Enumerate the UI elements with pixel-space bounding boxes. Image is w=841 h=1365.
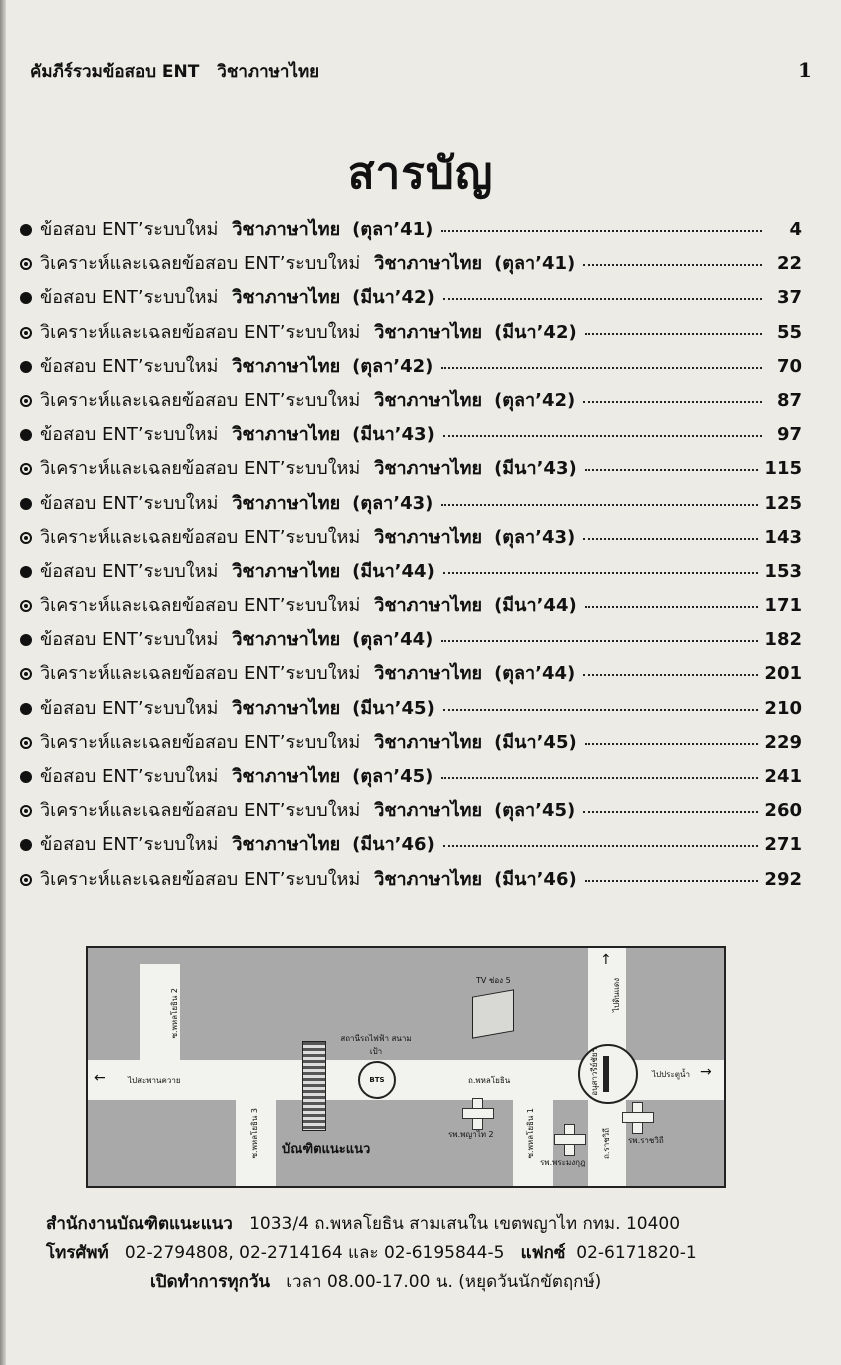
toc-entry-date: (มีนา’46) <box>352 834 435 856</box>
toc-entry-text: ข้อสอบ ENT’ระบบใหม่ <box>40 697 219 719</box>
toc-entry-text: ข้อสอบ ENT’ระบบใหม่ <box>40 560 219 582</box>
phone-label: โทรศัพท์ <box>46 1243 109 1263</box>
phone-numbers: 02-2794808, 02-2714164 และ 02-6195844-5 <box>124 1243 505 1263</box>
dot-leader <box>441 504 758 506</box>
toc-entry-subject: วิชาภาษาไทย <box>232 355 341 377</box>
toc-entry <box>20 453 802 487</box>
toc-entry-subject: วิชาภาษาไทย <box>232 492 341 514</box>
toc-entry <box>20 351 802 385</box>
toc-entry-date: (ตุลา’42) <box>352 355 434 377</box>
toc-entry-date: (มีนา’42) <box>494 321 577 343</box>
toc-entry <box>20 761 802 795</box>
toc-entry-subject: วิชาภาษาไทย <box>232 766 341 787</box>
location-map <box>86 946 726 1188</box>
toc-entry-subject: วิชาภาษาไทย <box>374 389 483 411</box>
solid-bullet-icon <box>20 703 32 715</box>
toc-entry-date: (มีนา’46) <box>494 868 577 890</box>
toc-entry <box>20 693 802 727</box>
toc-entry-text: วิเคราะห์และเฉลยข้อสอบ ENT’ระบบใหม่ <box>40 663 361 685</box>
toc-entry-subject: วิชาภาษาไทย <box>374 663 483 685</box>
dot-leader <box>583 538 758 540</box>
solid-bullet-icon <box>20 566 32 578</box>
toc-entry-subject: วิชาภาษาไทย <box>374 458 483 480</box>
toc-entry <box>20 795 802 829</box>
label-soi-phahon-3: ซ.พหลโยธิน 3 <box>250 1108 259 1159</box>
toc-entry-page: 229 <box>764 731 802 753</box>
arrow-right-icon: → <box>700 1064 712 1080</box>
dot-leader <box>585 606 759 608</box>
solid-bullet-icon <box>20 839 32 851</box>
hospital-phyathai-icon <box>462 1098 492 1128</box>
label-office: บัณฑิตแนะแนว <box>282 1142 371 1157</box>
toc-entry-page: 292 <box>764 868 802 890</box>
toc-entry-date: (ตุลา’42) <box>494 389 576 411</box>
ring-bullet-icon <box>20 737 32 749</box>
ring-bullet-icon <box>20 258 32 270</box>
toc-entry-date: (ตุลา’44) <box>352 629 434 651</box>
ring-bullet-icon <box>20 532 32 544</box>
fax-number: 02-6171820-1 <box>576 1243 697 1263</box>
dot-leader <box>441 640 758 642</box>
toc-entry-subject: วิชาภาษาไทย <box>374 800 483 822</box>
toc-entry-date: (ตุลา’44) <box>494 663 576 685</box>
label-tv-channel: TV ช่อง 5 <box>476 976 511 985</box>
label-to-saphan-khwai: ไปสะพานควาย <box>128 1076 181 1085</box>
toc-entry-text: ข้อสอบ ENT’ระบบใหม่ <box>40 355 219 377</box>
dot-leader <box>583 264 762 266</box>
toc-entry-page: 171 <box>764 595 802 617</box>
dot-leader <box>441 367 762 369</box>
ring-bullet-icon <box>20 395 32 407</box>
book-title: คัมภีร์รวมข้อสอบ ENT <box>30 62 200 82</box>
dot-leader <box>443 435 762 437</box>
toc-entry <box>20 727 802 761</box>
toc-entry-date: (ตุลา’45) <box>352 766 434 787</box>
toc-entry-page: 115 <box>764 458 802 480</box>
toc-entry <box>20 419 802 453</box>
toc-entry-page: 143 <box>764 526 802 548</box>
toc-entry <box>20 214 802 248</box>
toc-entry-date: (มีนา’44) <box>494 595 577 617</box>
toc-entry <box>20 385 802 419</box>
toc-entry-page: 210 <box>764 697 802 719</box>
dot-leader <box>585 880 759 882</box>
dot-leader <box>585 743 759 745</box>
dot-leader <box>443 845 759 847</box>
toc-entry-date: (มีนา’42) <box>352 287 435 309</box>
toc-entry-subject: วิชาภาษาไทย <box>232 287 341 309</box>
label-phramongkut-hospital: รพ.พระมงกุฎ <box>540 1158 586 1167</box>
toc-entry-text: ข้อสอบ ENT’ระบบใหม่ <box>40 219 219 240</box>
ring-bullet-icon <box>20 600 32 612</box>
toc-entry-text: ข้อสอบ ENT’ระบบใหม่ <box>40 424 219 446</box>
toc-entry <box>20 248 802 282</box>
bts-icon: BTS <box>358 1061 396 1099</box>
toc-entry-subject: วิชาภาษาไทย <box>232 219 341 240</box>
toc-entry <box>20 624 802 658</box>
toc-entry-page: 201 <box>764 663 802 685</box>
toc-entry-text: วิเคราะห์และเฉลยข้อสอบ ENT’ระบบใหม่ <box>40 731 361 753</box>
table-of-contents <box>20 214 802 898</box>
toc-entry-text: วิเคราะห์และเฉลยข้อสอบ ENT’ระบบใหม่ <box>40 868 361 890</box>
toc-entry-date: (มีนา’45) <box>494 731 577 753</box>
tv-building-icon <box>472 989 514 1038</box>
toc-entry-subject: วิชาภาษาไทย <box>374 731 483 753</box>
toc-entry-page: 260 <box>764 800 802 822</box>
toc-entry-subject: วิชาภาษาไทย <box>232 424 341 446</box>
hours-label: เปิดทำการทุกวัน <box>150 1272 271 1292</box>
hospital-ratchawithi-icon <box>622 1102 652 1132</box>
solid-bullet-icon <box>20 498 32 510</box>
ring-bullet-icon <box>20 327 32 339</box>
arrow-left-icon: ← <box>94 1070 106 1086</box>
toc-entry-page: 55 <box>776 321 802 343</box>
phone-line <box>46 1239 826 1268</box>
toc-entry-subject: วิชาภาษาไทย <box>374 868 483 890</box>
toc-entry-page: 182 <box>764 629 802 651</box>
toc-entry-subject: วิชาภาษาไทย <box>232 697 341 719</box>
office-label: สำนักงานบัณฑิตแนะแนว <box>46 1214 233 1234</box>
toc-entry-text: ข้อสอบ ENT’ระบบใหม่ <box>40 287 219 309</box>
toc-entry-text: วิเคราะห์และเฉลยข้อสอบ ENT’ระบบใหม่ <box>40 321 361 343</box>
dot-leader <box>441 230 762 232</box>
toc-entry <box>20 556 802 590</box>
ring-bullet-icon <box>20 668 32 680</box>
toc-entry-date: (มีนา’44) <box>352 560 435 582</box>
solid-bullet-icon <box>20 771 32 783</box>
toc-entry-text: วิเคราะห์และเฉลยข้อสอบ ENT’ระบบใหม่ <box>40 526 361 548</box>
label-phahon-road: ถ.พหลโยธิน <box>468 1076 511 1085</box>
arrow-up-icon: ↑ <box>600 952 612 968</box>
label-soi-phahon-2: ซ.พหลโยธิน 2 <box>170 988 179 1039</box>
label-to-din-daeng: ไปดินแดง <box>612 978 621 1013</box>
toc-entry <box>20 282 802 316</box>
label-monument: อนุสาวรีย์ชัยฯ <box>590 1048 599 1096</box>
toc-entry-subject: วิชาภาษาไทย <box>374 526 483 548</box>
toc-entry-text: ข้อสอบ ENT’ระบบใหม่ <box>40 766 219 787</box>
toc-entry-text: ข้อสอบ ENT’ระบบใหม่ <box>40 629 219 651</box>
toc-entry-text: ข้อสอบ ENT’ระบบใหม่ <box>40 834 219 856</box>
toc-entry <box>20 658 802 692</box>
hours-text: เวลา 08.00-17.00 น. (หยุดวันนักขัตฤกษ์) <box>286 1272 602 1292</box>
toc-entry-page: 37 <box>776 287 802 309</box>
toc-entry-date: (ตุลา’43) <box>494 526 576 548</box>
toc-entry-text: วิเคราะห์และเฉลยข้อสอบ ENT’ระบบใหม่ <box>40 253 361 275</box>
solid-bullet-icon <box>20 224 32 236</box>
dot-leader <box>441 777 758 779</box>
solid-bullet-icon <box>20 634 32 646</box>
address-line <box>46 1210 826 1239</box>
dot-leader <box>585 469 759 471</box>
toc-entry-date: (มีนา’43) <box>352 424 435 446</box>
hospital-phramongkut-icon <box>554 1124 584 1154</box>
running-header <box>30 58 319 85</box>
toc-entry-page: 70 <box>776 355 802 377</box>
toc-entry <box>20 488 802 522</box>
toc-entry-subject: วิชาภาษาไทย <box>374 321 483 343</box>
ring-bullet-icon <box>20 463 32 475</box>
dot-leader <box>443 572 759 574</box>
toc-entry-subject: วิชาภาษาไทย <box>232 834 341 856</box>
office-building-icon <box>302 1041 326 1131</box>
toc-entry-page: 97 <box>776 424 802 446</box>
toc-entry <box>20 522 802 556</box>
toc-entry <box>20 590 802 624</box>
toc-entry <box>20 829 802 863</box>
toc-entry-page: 241 <box>764 766 802 787</box>
header-subject: วิชาภาษาไทย <box>217 62 320 82</box>
dot-leader <box>443 298 762 300</box>
toc-entry-text: ข้อสอบ ENT’ระบบใหม่ <box>40 492 219 514</box>
toc-entry-date: (ตุลา’41) <box>494 253 576 275</box>
toc-entry-page: 153 <box>764 560 802 582</box>
ring-bullet-icon <box>20 874 32 886</box>
toc-entry <box>20 317 802 351</box>
label-soi-phahon-1: ซ.พหลโยธิน 1 <box>526 1108 535 1159</box>
label-bts-station: สถานีรถไฟฟ้า สนามเป้า <box>340 1034 412 1056</box>
toc-entry-page: 271 <box>764 834 802 856</box>
contact-address <box>46 1210 826 1297</box>
dot-leader <box>583 401 762 403</box>
toc-entry-subject: วิชาภาษาไทย <box>232 560 341 582</box>
ring-bullet-icon <box>20 805 32 817</box>
solid-bullet-icon <box>20 292 32 304</box>
toc-entry-date: (มีนา’43) <box>494 458 577 480</box>
toc-entry-date: (ตุลา’45) <box>494 800 576 822</box>
label-to-pratunam: ไปประตูน้ำ <box>652 1070 690 1079</box>
toc-entry-date: (มีนา’45) <box>352 697 435 719</box>
toc-entry-page: 22 <box>776 253 802 275</box>
toc-entry-text: วิเคราะห์และเฉลยข้อสอบ ENT’ระบบใหม่ <box>40 800 361 822</box>
solid-bullet-icon <box>20 361 32 373</box>
toc-entry-date: (ตุลา’43) <box>352 492 434 514</box>
fax-label: แฟกซ์ <box>520 1243 566 1263</box>
toc-entry-subject: วิชาภาษาไทย <box>374 253 483 275</box>
page-title: สารบัญ <box>347 148 494 199</box>
page-number: 1 <box>798 58 812 82</box>
toc-entry-text: วิเคราะห์และเฉลยข้อสอบ ENT’ระบบใหม่ <box>40 458 361 480</box>
label-ratchawithi-hospital: รพ.ราชวิถี <box>628 1136 664 1145</box>
toc-entry-subject: วิชาภาษาไทย <box>232 629 341 651</box>
toc-entry-subject: วิชาภาษาไทย <box>374 595 483 617</box>
office-address: 1033/4 ถ.พหลโยธิน สามเสนใน เขตพญาไท กทม. 10400 <box>249 1214 681 1234</box>
toc-entry-page: 87 <box>776 389 802 411</box>
toc-entry <box>20 864 802 898</box>
toc-entry-text: วิเคราะห์และเฉลยข้อสอบ ENT’ระบบใหม่ <box>40 389 361 411</box>
toc-entry-page: 125 <box>764 492 802 514</box>
dot-leader <box>585 333 762 335</box>
dot-leader <box>443 709 759 711</box>
dot-leader <box>583 674 758 676</box>
toc-entry-date: (ตุลา’41) <box>352 219 434 240</box>
toc-entry-text: วิเคราะห์และเฉลยข้อสอบ ENT’ระบบใหม่ <box>40 595 361 617</box>
toc-entry-page: 4 <box>789 219 802 240</box>
solid-bullet-icon <box>20 429 32 441</box>
monument-icon <box>603 1056 609 1092</box>
label-phyathai-hospital: รพ.พญาไท 2 <box>448 1130 494 1139</box>
hours-line <box>46 1268 826 1297</box>
dot-leader <box>583 811 758 813</box>
label-ratchawithi-road: ถ.ราชวิถี <box>602 1128 611 1159</box>
